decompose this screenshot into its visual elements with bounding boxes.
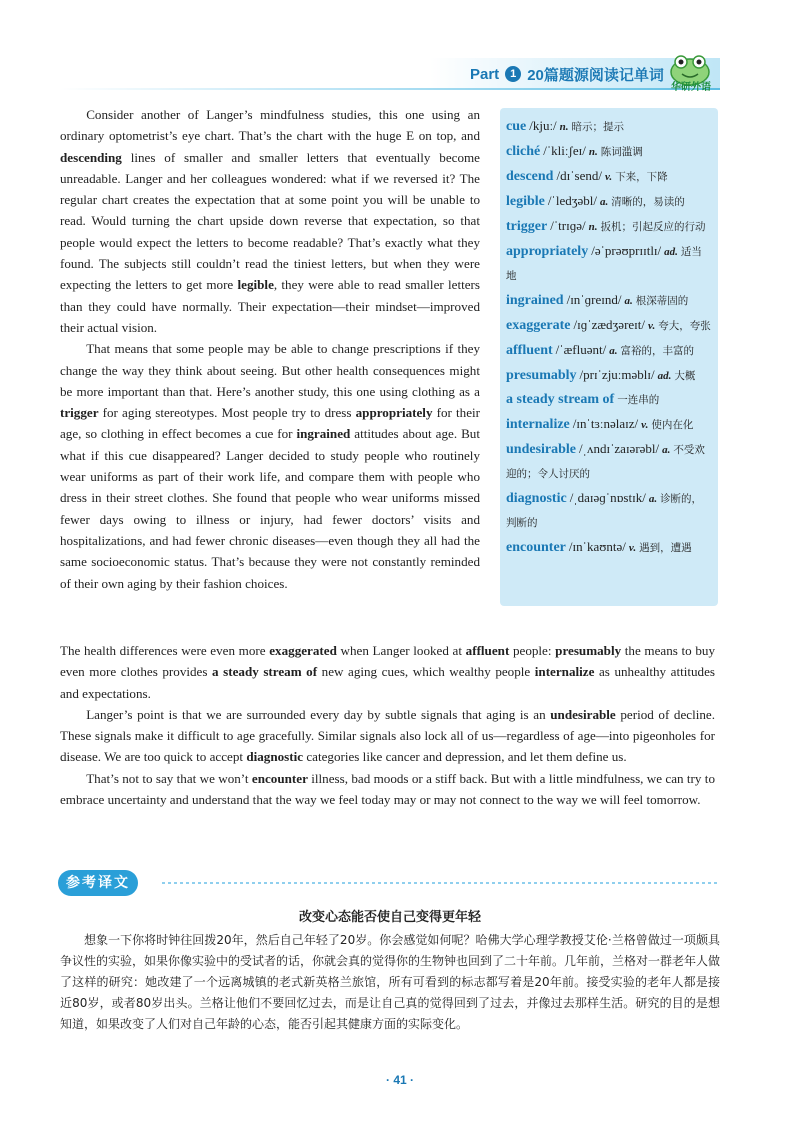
vocab-phon: /ˌdaɪəɡˈnɒstɪk/ xyxy=(569,490,646,505)
text-run: , they were able to read smaller letters than they could have normally. Their expectation—their mindset—improved their actual vision. xyxy=(60,277,480,335)
vocab-cn: 适当地 xyxy=(506,246,702,282)
vocab-pos: a. xyxy=(624,295,633,307)
vocab-pos: v. xyxy=(628,542,637,554)
article-paragraph-1 xyxy=(60,104,480,338)
vocab-cn: 夸大，夸张 xyxy=(658,320,711,332)
text-run: That means that some people may be able to change prescriptions if they change the way they think about seeing. But other health consequences might be more important than that. Here’s another study, this one using clothing as a xyxy=(60,341,480,399)
vocab-word: ingrained xyxy=(506,293,564,308)
text-run: That’s not to say that we won’t xyxy=(86,770,252,786)
header-title xyxy=(470,62,664,86)
vocab-entry xyxy=(506,214,712,239)
vocab-pos: n. xyxy=(588,146,598,158)
keyword: trigger xyxy=(60,405,99,421)
text-run: for their age, so clothing in effect becomes a cue for xyxy=(60,405,481,442)
article-paragraph-4 xyxy=(60,768,715,811)
keyword: ingrained xyxy=(296,426,351,442)
vocab-phon: /dɪˈsend/ xyxy=(556,168,602,183)
part-label: Part xyxy=(470,65,500,83)
text-run: The health differences were even more xyxy=(60,643,270,658)
vocab-word: legible xyxy=(506,194,545,209)
text-run: lines of smaller and smaller letters that eventually become unreadable. Langer and her colleagues wondered: what if we reversed it? The regular chart creates the expectation that at some point you will be unable to read. Would turning the chart upside down reverse that expectation, so that people would expect the letters to become readable? That’s exactly what they found. The subjects still couldn’t read the tiniest letters, but when they were expecting the letters to get more xyxy=(60,149,480,293)
article-paragraph-2-continued xyxy=(60,640,715,704)
vocab-phon: /ɪnˈkaʊntə/ xyxy=(568,539,626,554)
vocab-pos: n. xyxy=(588,221,598,233)
vocab-word: undesirable xyxy=(506,442,577,457)
book-title: 20篇题源阅读记单词 xyxy=(527,66,664,84)
text-run: illness, bad moods or a stiff back. But with a little mindfulness, we can try to embrace uncertainty and understand that the way we feel today may or may not connect to the way we will feel tomorrow. xyxy=(60,770,715,808)
vocab-cn: 下来，下降 xyxy=(615,171,668,183)
vocab-phon: /ˈkliːʃeɪ/ xyxy=(543,143,586,158)
article-paragraph-3 xyxy=(60,704,715,768)
vocab-word: affluent xyxy=(506,343,553,358)
vocab-cn: 根深蒂固的 xyxy=(635,295,689,307)
page-header xyxy=(0,0,800,96)
vocab-pos: a. xyxy=(662,444,671,456)
vocab-phon: /ɪɡˈzædʒəreɪt/ xyxy=(573,317,645,332)
vocab-pos: v. xyxy=(648,320,656,332)
vocab-cn: 陈词滥调 xyxy=(600,146,643,158)
vocab-cn: 大概 xyxy=(674,370,696,382)
vocab-phon: /ɪnˈtɜːnəlaɪz/ xyxy=(572,416,639,431)
vocab-word: cliché xyxy=(506,144,541,159)
vocab-entry xyxy=(506,486,712,535)
text-run: people: xyxy=(509,643,556,658)
vocabulary-sidebar xyxy=(500,108,718,606)
article-column xyxy=(60,104,480,594)
logo-text: 华研外语 xyxy=(671,82,711,93)
reference-label: 参考译文 xyxy=(58,870,138,896)
vocab-pos: v. xyxy=(641,419,649,431)
vocab-cn: 使内在化 xyxy=(651,419,694,431)
translation-title: 改变心态能否使自己变得更年轻 xyxy=(298,910,481,925)
vocab-word: internalize xyxy=(506,417,570,432)
keyword: descending xyxy=(60,149,122,165)
text-run: as unhealthy attitudes and expectations. xyxy=(60,664,715,701)
vocab-pos: a. xyxy=(609,345,618,357)
vocab-entry xyxy=(506,313,712,338)
vocab-phon: /ˈtrɪɡə/ xyxy=(550,218,586,233)
vocab-word: presumably xyxy=(506,368,577,383)
translation-paragraph: 想象一下你将时钟往回拨20年，然后自己年轻了20岁。你会感觉如何呢？哈佛大学心理学教授艾伦·兰格曾做过一项颇具争议性的实验，如果你像实验中的受试者的话，你就会真的觉得你的生物钟也回到了二十年前。几年前，兰格对一群老年人做了这样的研究：她改建了一个远离城镇的老式新英格兰旅馆，所有可看到的标志都写着是20年前。接受实验的老年人都是接近80岁，或者80岁出头。兰格让他们不要回忆过去，而是让自己真的觉得回到了过去，并像过去那样生活。研究的目的是想知道，如果改变了人们对自己年龄的心态，能否引起其健康方面的实际变化。 xyxy=(60,933,721,1031)
text-run: Langer’s point is that we are surrounded every day by subtle signals that aging is an xyxy=(86,706,551,722)
part-number-badge: 1 xyxy=(505,66,521,82)
vocab-phon: /kjuː/ xyxy=(529,118,557,133)
vocab-word: trigger xyxy=(506,219,548,234)
text-run: categories like cancer and depression, and let them define us. xyxy=(303,749,627,765)
keyword: legible xyxy=(237,277,274,293)
vocab-entry xyxy=(506,412,712,437)
text-run: new aging cues, which wealthy people xyxy=(317,664,535,680)
vocab-entry xyxy=(506,338,712,363)
vocab-word: exaggerate xyxy=(506,318,571,333)
vocab-pos: v. xyxy=(604,171,613,183)
vocab-cn: 一连串的 xyxy=(617,394,660,406)
vocab-pos: a. xyxy=(599,196,609,208)
keyword: diagnostic xyxy=(246,749,304,765)
vocab-phon: /ˌʌndɪˈzaɪərəbl/ xyxy=(579,441,660,456)
vocab-pos: a. xyxy=(648,493,658,505)
text-run: the means to buy even more clothes provides xyxy=(60,643,716,680)
reference-rule xyxy=(162,882,718,884)
article-full-width xyxy=(60,640,715,810)
vocab-cn: 遇到，遭遇 xyxy=(639,542,692,554)
page-number: · 41 · xyxy=(385,1073,414,1087)
text-run: for aging stereotypes. Most people try to dress xyxy=(98,405,356,421)
keyword: internalize xyxy=(534,664,595,680)
vocab-entry xyxy=(506,288,712,313)
vocab-cn: 清晰的，易读的 xyxy=(611,196,685,208)
vocab-phon: /ˈæfluənt/ xyxy=(555,342,607,357)
vocab-cn: 不受欢迎的；令人讨厌的 xyxy=(506,444,705,480)
vocab-word: encounter xyxy=(506,540,566,555)
vocab-entry xyxy=(506,139,712,164)
header-rule xyxy=(60,88,720,90)
vocab-word: diagnostic xyxy=(506,491,567,506)
article-paragraph-2 xyxy=(60,338,480,594)
vocab-entry xyxy=(506,239,712,288)
vocab-phon: /ˈledʒəbl/ xyxy=(547,193,597,208)
vocab-cn: 扳机；引起反应的行动 xyxy=(600,221,706,233)
vocab-entry xyxy=(506,437,712,486)
vocab-entry xyxy=(506,114,712,139)
vocab-phon: /ɪnˈɡreɪnd/ xyxy=(566,292,622,307)
vocab-pos: ad. xyxy=(664,246,678,258)
vocab-cn: 暗示；提示 xyxy=(571,121,625,133)
vocab-phon: /əˈprəʊprɪɪtlɪ/ xyxy=(591,243,662,258)
vocab-pos: n. xyxy=(559,121,569,133)
keyword: a steady stream of xyxy=(212,664,318,680)
text-run: Consider another of Langer’s mindfulness studies, this one using an ordinary optometrist’s eye chart. That’s the chart with the huge E on top, and xyxy=(60,107,480,144)
vocab-cn: 诊断的，判断的 xyxy=(506,493,703,529)
keyword: presumably xyxy=(555,643,622,658)
text-run: when Langer looked at xyxy=(336,643,466,658)
text-run: attitudes about age. But what if this cue disappeared? Langer decided to study people who routinely wear uniforms as part of their work life, and compare them with people who dress in their street clothes. She found that people who wear uniforms missed fewer days owing to illness or injury, had fewer doctors’ visits and hospitalizations, and had fewer chronic diseases—even though they all had the same socioeconomic status. That’s because they were not constantly reminded of their own aging by their fashion choices. xyxy=(60,426,480,591)
vocab-cn: 富裕的，丰富的 xyxy=(620,345,694,357)
vocab-phon: /prɪˈzjuːməblɪ/ xyxy=(579,367,655,382)
vocab-word: descend xyxy=(506,169,554,184)
keyword: appropriately xyxy=(355,405,433,421)
keyword: affluent xyxy=(465,643,510,658)
vocab-word: cue xyxy=(506,119,527,134)
translation-body xyxy=(60,930,720,1035)
keyword: undesirable xyxy=(550,706,616,722)
vocab-entry xyxy=(506,189,712,214)
text-run: period of decline. These signals make it difficult to age gracefully. Similar signals also lock all of us—regardless of age—into pigeonholes for disease. We are too quick to accept xyxy=(60,706,716,765)
vocab-entry xyxy=(506,363,712,388)
vocab-entry xyxy=(506,388,712,412)
vocab-entry xyxy=(506,164,712,189)
vocab-pos: ad. xyxy=(657,370,672,382)
keyword: exaggerated xyxy=(269,643,337,658)
vocab-entry xyxy=(506,535,712,560)
vocab-word: a steady stream of xyxy=(506,392,615,407)
vocab-word: appropriately xyxy=(506,244,589,259)
reference-translation-header xyxy=(58,870,718,896)
keyword: encounter xyxy=(251,770,308,786)
